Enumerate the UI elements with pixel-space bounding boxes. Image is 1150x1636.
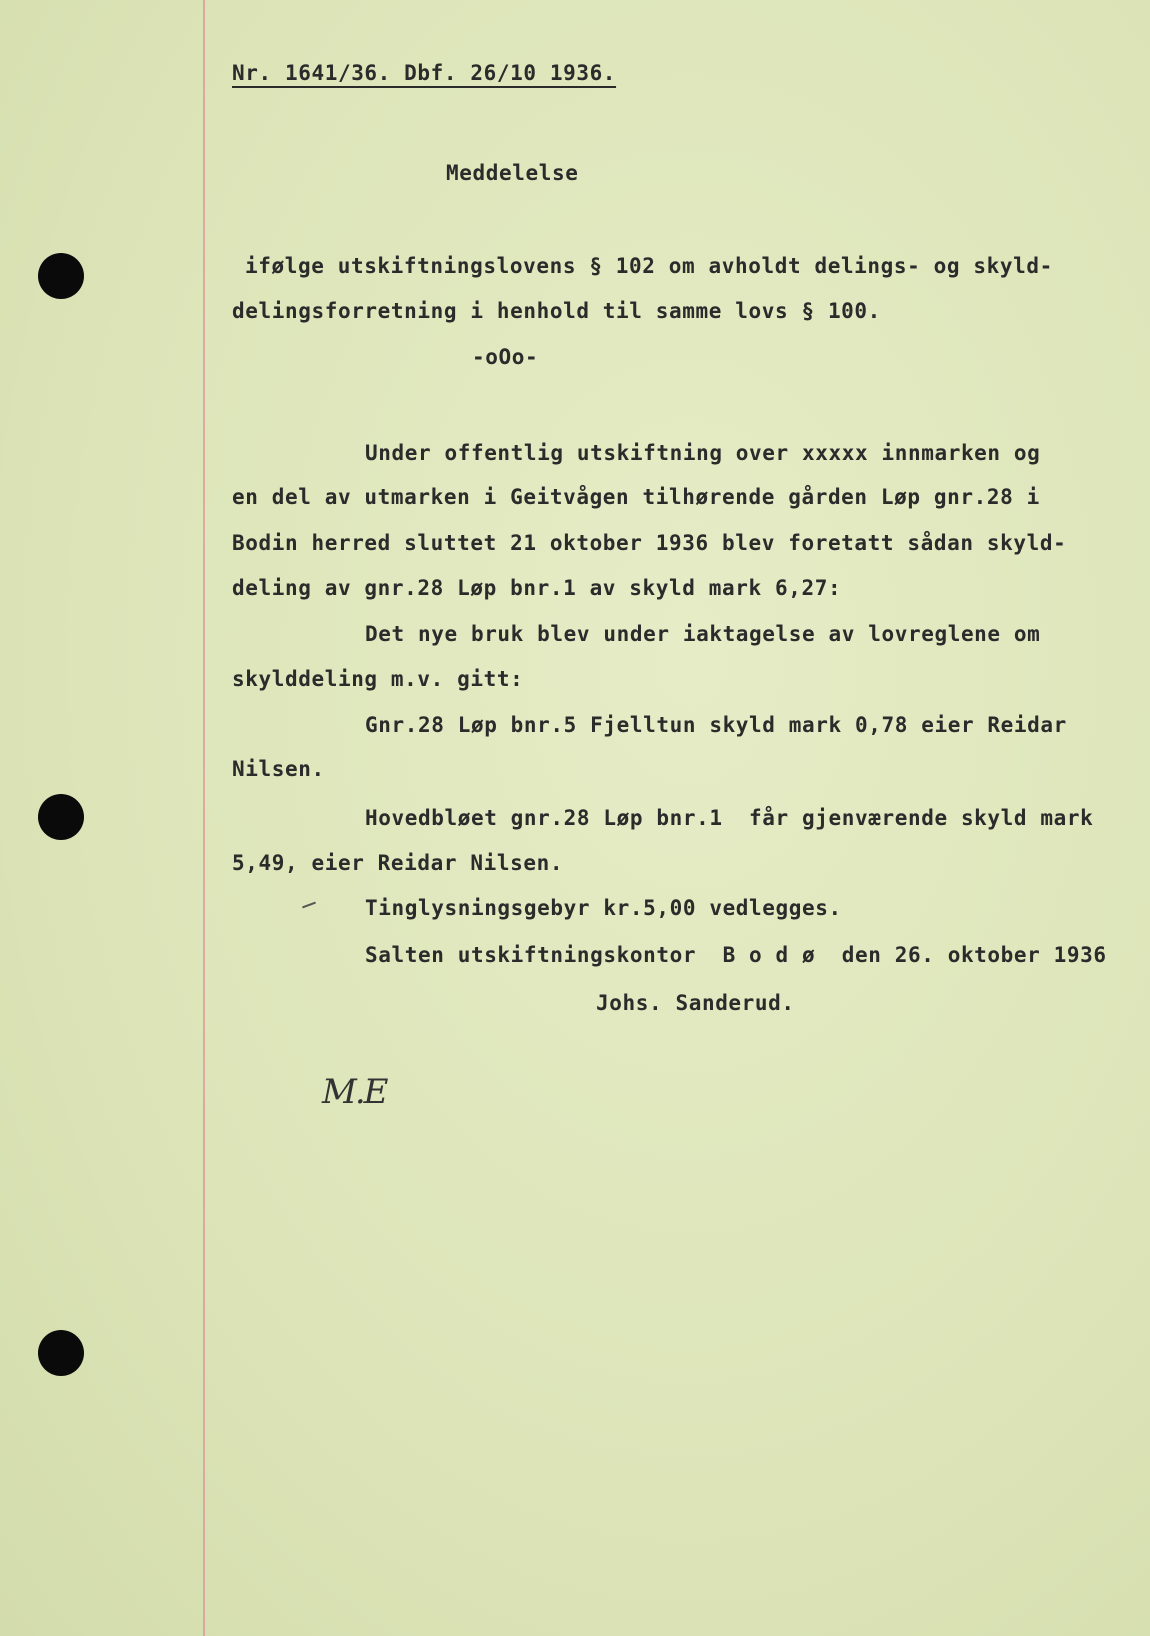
- body-line-10: 5,49, eier Reidar Nilsen.: [232, 851, 564, 875]
- body-line-7: Gnr.28 Løp bnr.5 Fjelltun skyld mark 0,78 eier Reidar: [365, 713, 1067, 737]
- document-title: Meddelelse: [446, 161, 579, 185]
- body-line-1: Under offentlig utskiftning over xxxxx innmarken og: [365, 441, 1041, 465]
- punch-hole-top: [38, 253, 84, 299]
- body-line-11: Tinglysningsgebyr kr.5,00 vedlegges.: [365, 896, 842, 920]
- handwritten-initials: M.E: [322, 1072, 387, 1112]
- document-header: Nr. 1641/36. Dbf. 26/10 1936.: [232, 61, 617, 85]
- intro-line-2: delingsforretning i henhold til samme lovs § 100.: [232, 299, 881, 323]
- intro-line-1: ifølge utskiftningslovens § 102 om avholdt delings- og skyld-: [245, 254, 1053, 278]
- pen-tick: [302, 902, 316, 909]
- body-line-8: Nilsen.: [232, 757, 325, 781]
- margin-line: [203, 0, 205, 1636]
- body-line-6: skylddeling m.v. gitt:: [232, 667, 524, 691]
- body-line-5: Det nye bruk blev under iaktagelse av lovreglene om: [365, 622, 1041, 646]
- signature: Johs. Sanderud.: [596, 991, 795, 1015]
- body-line-12: Salten utskiftningskontor B o d ø den 26. oktober 1936: [365, 943, 1107, 967]
- punch-hole-middle: [38, 794, 84, 840]
- body-line-4: deling av gnr.28 Løp bnr.1 av skyld mark 6,27:: [232, 576, 842, 600]
- separator: -oOo-: [472, 345, 539, 369]
- body-line-3: Bodin herred sluttet 21 oktober 1936 blev foretatt sådan skyld-: [232, 531, 1067, 555]
- body-line-9: Hovedbløet gnr.28 Løp bnr.1 får gjenværende skyld mark: [365, 806, 1094, 830]
- body-line-2: en del av utmarken i Geitvågen tilhørende gården Løp gnr.28 i: [232, 485, 1040, 509]
- punch-hole-bottom: [38, 1330, 84, 1376]
